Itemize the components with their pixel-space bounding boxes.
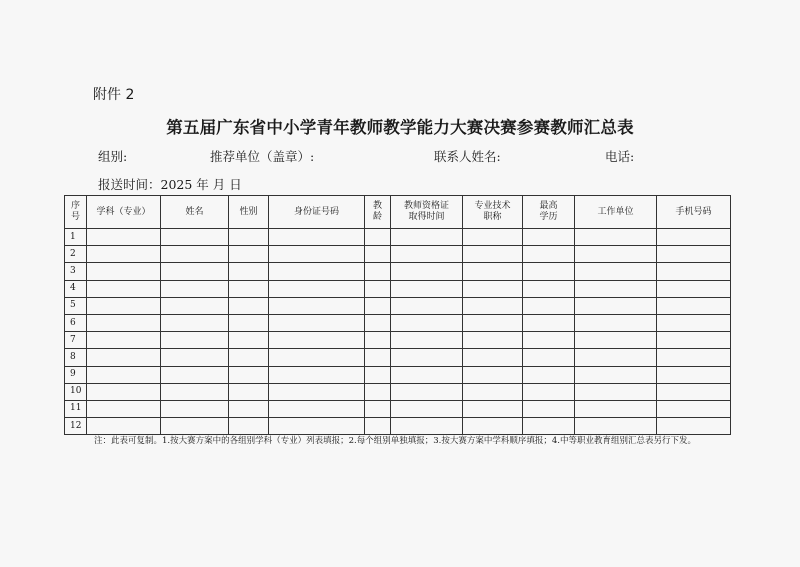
table-cell[interactable] (575, 366, 657, 383)
footnote: 注：此表可复制。1.按大赛方案中的各组别学科（专业）列表填报；2.每个组别单独填报；3.按大赛方案中学科顺序填报；4.中等职业教育组别汇总表另行下发。 (94, 436, 696, 446)
table-cell[interactable] (365, 297, 391, 314)
table-cell[interactable] (657, 383, 731, 400)
table-header-row (65, 196, 731, 229)
table-cell[interactable] (463, 297, 523, 314)
table-cell[interactable] (365, 400, 391, 417)
table-cell[interactable] (161, 349, 229, 366)
table-cell[interactable] (365, 229, 391, 246)
header-seq: 序号 (65, 196, 87, 229)
table-cell[interactable] (463, 383, 523, 400)
table-cell[interactable] (575, 332, 657, 349)
table-cell[interactable] (391, 246, 463, 263)
table-cell[interactable] (463, 263, 523, 280)
table-cell[interactable] (269, 280, 365, 297)
table-cell[interactable] (575, 297, 657, 314)
header-subject: 学科（专业） (87, 196, 161, 229)
table-cell[interactable] (523, 246, 575, 263)
header-workplace: 工作单位 (575, 196, 657, 229)
teacher-summary-table (64, 195, 731, 435)
header-education: 最高 学历 (523, 196, 575, 229)
table-cell[interactable] (269, 366, 365, 383)
contact-label: 联系人姓名: (434, 149, 501, 164)
table-cell[interactable] (575, 263, 657, 280)
table-cell[interactable] (229, 332, 269, 349)
row-number: 10 (65, 383, 87, 400)
table-cell[interactable] (391, 332, 463, 349)
row-number: 7 (65, 332, 87, 349)
table-row (65, 383, 731, 400)
table-cell[interactable] (161, 263, 229, 280)
table-cell[interactable] (523, 383, 575, 400)
table-cell[interactable] (229, 400, 269, 417)
table-cell[interactable] (87, 229, 161, 246)
table-cell[interactable] (161, 400, 229, 417)
table-row (65, 280, 731, 297)
table-cell[interactable] (161, 280, 229, 297)
table-cell[interactable] (575, 349, 657, 366)
table-cell[interactable] (391, 314, 463, 331)
table-cell[interactable] (575, 418, 657, 435)
table-cell[interactable] (269, 229, 365, 246)
row-number: 2 (65, 246, 87, 263)
table-cell[interactable] (87, 280, 161, 297)
table-cell[interactable] (269, 246, 365, 263)
table-cell[interactable] (463, 418, 523, 435)
table-cell[interactable] (161, 383, 229, 400)
header-teaching-years: 教龄 (365, 196, 391, 229)
table-cell[interactable] (391, 349, 463, 366)
table-cell[interactable] (657, 418, 731, 435)
table-cell[interactable] (269, 314, 365, 331)
table-cell[interactable] (365, 332, 391, 349)
table-cell[interactable] (229, 297, 269, 314)
table-cell[interactable] (229, 280, 269, 297)
table-cell[interactable] (391, 400, 463, 417)
table-cell[interactable] (161, 332, 229, 349)
table-cell[interactable] (391, 418, 463, 435)
table-row (65, 246, 731, 263)
group-label: 组别: (98, 149, 128, 164)
row-number: 4 (65, 280, 87, 297)
table-cell[interactable] (87, 400, 161, 417)
table-cell[interactable] (161, 366, 229, 383)
table-cell[interactable] (463, 332, 523, 349)
row-number: 5 (65, 297, 87, 314)
row-number: 6 (65, 314, 87, 331)
table-cell[interactable] (365, 418, 391, 435)
table-cell[interactable] (657, 297, 731, 314)
table-cell[interactable] (365, 263, 391, 280)
table-row (65, 418, 731, 435)
table-cell[interactable] (365, 349, 391, 366)
table-cell[interactable] (657, 280, 731, 297)
table-cell[interactable] (229, 229, 269, 246)
table-cell[interactable] (269, 332, 365, 349)
table-cell[interactable] (269, 418, 365, 435)
table-cell[interactable] (523, 263, 575, 280)
table-cell[interactable] (87, 314, 161, 331)
report-date-label: 报送时间：2025 年 月 日 (98, 177, 242, 192)
table-cell[interactable] (365, 366, 391, 383)
table-cell[interactable] (229, 349, 269, 366)
table-cell[interactable] (391, 263, 463, 280)
table-cell[interactable] (523, 229, 575, 246)
table-cell[interactable] (391, 383, 463, 400)
row-number: 9 (65, 366, 87, 383)
table-cell[interactable] (523, 297, 575, 314)
table-row (65, 229, 731, 246)
table-cell[interactable] (161, 229, 229, 246)
table-cell[interactable] (575, 314, 657, 331)
table-cell[interactable] (463, 246, 523, 263)
table-cell[interactable] (657, 366, 731, 383)
table-row (65, 349, 731, 366)
table-row (65, 332, 731, 349)
table-cell[interactable] (269, 383, 365, 400)
table-cell[interactable] (87, 263, 161, 280)
table-cell[interactable] (575, 280, 657, 297)
table-cell[interactable] (229, 263, 269, 280)
header-id-number: 身份证号码 (269, 196, 365, 229)
table-cell[interactable] (365, 246, 391, 263)
table-cell[interactable] (391, 229, 463, 246)
table-cell[interactable] (523, 349, 575, 366)
table-cell[interactable] (463, 366, 523, 383)
table-cell[interactable] (657, 314, 731, 331)
page-title: 第五届广东省中小学青年教师教学能力大赛决赛参赛教师汇总表 (166, 118, 634, 137)
table-cell[interactable] (87, 332, 161, 349)
table-cell[interactable] (523, 400, 575, 417)
table-cell[interactable] (87, 366, 161, 383)
table-cell[interactable] (391, 297, 463, 314)
table-cell[interactable] (523, 280, 575, 297)
table-row (65, 400, 731, 417)
table-cell[interactable] (657, 349, 731, 366)
table-cell[interactable] (657, 332, 731, 349)
table-cell[interactable] (87, 418, 161, 435)
header-cert-date: 教师资格证 取得时间 (391, 196, 463, 229)
table-cell[interactable] (161, 418, 229, 435)
table-row (65, 297, 731, 314)
table-row (65, 263, 731, 280)
table-cell[interactable] (365, 383, 391, 400)
recommender-label: 推荐单位（盖章）: (210, 149, 315, 164)
table-cell[interactable] (523, 366, 575, 383)
table-cell[interactable] (575, 383, 657, 400)
table-cell[interactable] (87, 297, 161, 314)
table-cell[interactable] (365, 280, 391, 297)
table-cell[interactable] (161, 314, 229, 331)
row-number: 3 (65, 263, 87, 280)
phone-label: 电话: (605, 149, 635, 164)
table-cell[interactable] (229, 366, 269, 383)
table-cell[interactable] (391, 366, 463, 383)
header-mobile: 手机号码 (657, 196, 731, 229)
row-number: 11 (65, 400, 87, 417)
row-number: 1 (65, 229, 87, 246)
table-cell[interactable] (269, 400, 365, 417)
table-cell[interactable] (463, 314, 523, 331)
table-cell[interactable] (657, 400, 731, 417)
table-cell[interactable] (575, 400, 657, 417)
table-cell[interactable] (523, 418, 575, 435)
table-cell[interactable] (575, 229, 657, 246)
table-cell[interactable] (365, 314, 391, 331)
table-cell[interactable] (657, 246, 731, 263)
header-gender: 性别 (229, 196, 269, 229)
attachment-label: 附件 2 (93, 87, 135, 103)
table-cell[interactable] (463, 280, 523, 297)
table-cell[interactable] (229, 246, 269, 263)
header-name: 姓名 (161, 196, 229, 229)
table-cell[interactable] (391, 280, 463, 297)
table-cell[interactable] (161, 246, 229, 263)
table-cell[interactable] (269, 297, 365, 314)
table-row (65, 314, 731, 331)
table-cell[interactable] (523, 332, 575, 349)
table-cell[interactable] (87, 349, 161, 366)
table-cell[interactable] (575, 246, 657, 263)
table-cell[interactable] (161, 297, 229, 314)
table-cell[interactable] (229, 314, 269, 331)
row-number: 12 (65, 418, 87, 435)
table-cell[interactable] (657, 263, 731, 280)
table-cell[interactable] (463, 400, 523, 417)
table-cell[interactable] (269, 263, 365, 280)
table-cell[interactable] (463, 349, 523, 366)
table-row (65, 366, 731, 383)
table-cell[interactable] (229, 383, 269, 400)
table-cell[interactable] (229, 418, 269, 435)
table-cell[interactable] (657, 229, 731, 246)
table-cell[interactable] (523, 314, 575, 331)
header-title: 专业技术 职称 (463, 196, 523, 229)
table-cell[interactable] (87, 383, 161, 400)
table-cell[interactable] (87, 246, 161, 263)
table-cell[interactable] (269, 349, 365, 366)
table-cell[interactable] (463, 229, 523, 246)
row-number: 8 (65, 349, 87, 366)
